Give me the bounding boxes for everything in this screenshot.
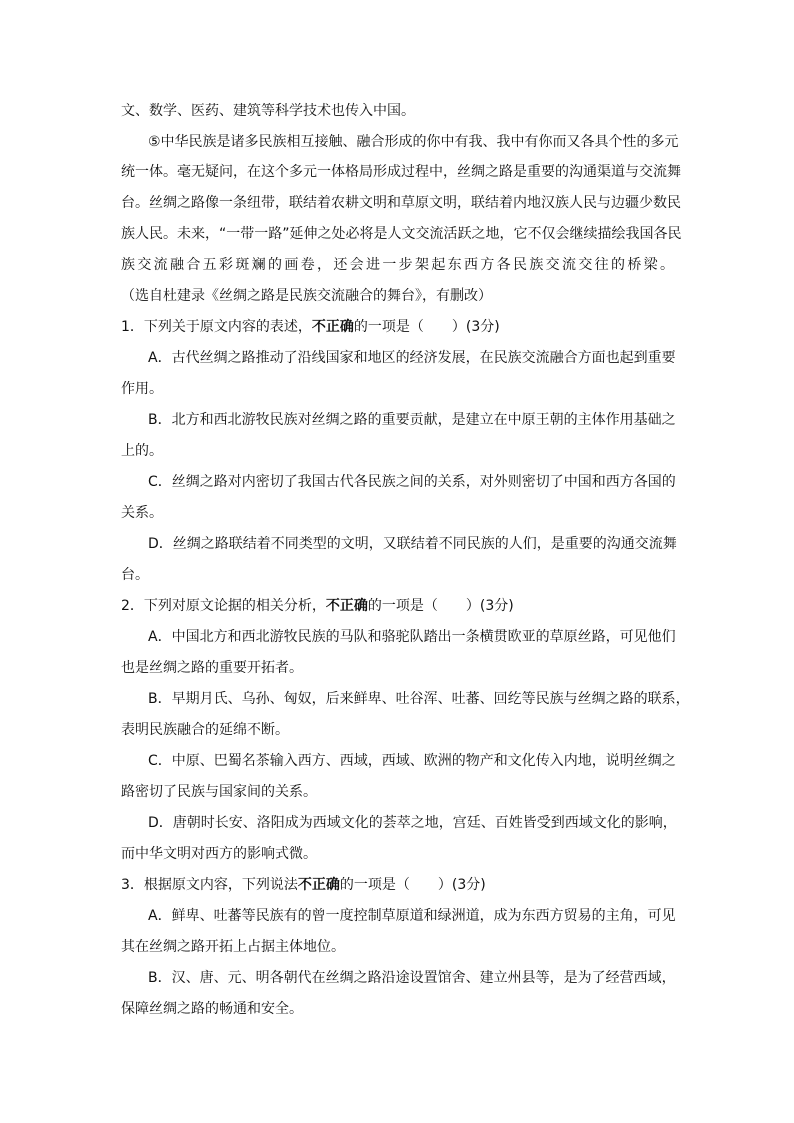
paragraph-5-line-2: 统一体。毫无疑问，在这个多元一体格局形成过程中，丝绸之路是重要的沟通渠道与交流舞 [121,164,681,180]
q3-option-a: A．鲜卑、吐蕃等民族有的曾一度控制草原道和绿洲道，成为东西方贸易的主角，可见 [148,908,676,924]
q1-option-d-cont: 台。 [121,567,149,583]
question-2-stem: 2．下列对原文论据的相关分析，不正确的一项是（ ）(3分) [121,598,514,614]
q1-option-b-cont: 上的。 [121,443,163,459]
paragraph-5-line-4: 族人民。未来，“一带一路”延伸之处必将是人文交流活跃之地，它不仅会继续描绘我国各民 [121,226,682,242]
q1-option-b: B．北方和西北游牧民族对丝绸之路的重要贡献，是建立在中原王朝的主体作用基础之 [148,412,676,428]
q3-option-a-cont: 其在丝绸之路开拓上占据主体地位。 [121,939,345,955]
q3-option-b-cont: 保障丝绸之路的畅通和安全。 [121,1001,303,1017]
source-citation: （选自杜建录《丝绸之路是民族交流融合的舞台》，有删改） [121,288,492,304]
paragraph-5-line-5: 族交流融合五彩斑斓的画卷，还会进一步架起东西方各民族交流交往的桥梁。 [121,257,674,273]
q2-option-c-cont: 路密切了民族与国家间的关系。 [121,784,317,800]
q1-option-a-cont: 作用。 [121,381,163,397]
paragraph-5-line-3: 台。丝绸之路像一条纽带，联结着农耕文明和草原文明，联结着内地汉族人民与边疆少数民 [121,195,681,211]
q2-option-b-cont: 表明民族融合的延绵不断。 [121,722,289,738]
q1-option-d: D．丝绸之路联结着不同类型的文明，又联结着不同民族的人们，是重要的沟通交流舞 [148,536,677,552]
q2-option-b: B．早期月氏、乌孙、匈奴，后来鲜卑、吐谷浑、吐蕃、回纥等民族与丝绸之路的联系， [148,691,690,707]
q1-option-a: A．古代丝绸之路推动了沿线国家和地区的经济发展，在民族交流融合方面也起到重要 [148,350,676,366]
q2-option-c: C．中原、巴蜀名茶输入西方、西域，西域、欧洲的物产和文化传入内地，说明丝绸之 [148,753,676,769]
q1-option-c-cont: 关系。 [121,505,163,521]
q1-option-c: C．丝绸之路对内密切了我国古代各民族之间的关系，对外则密切了中国和西方各国的 [148,474,676,490]
q3-option-b: B．汉、唐、元、明各朝代在丝绸之路沿途设置馆舍、建立州县等，是为了经营西域， [148,970,676,986]
q2-option-d: D．唐朝时长安、洛阳成为西域文化的荟萃之地，宫廷、百姓皆受到西域文化的影响， [148,815,677,831]
paragraph-5-line-1: ⑤中华民族是诸多民族相互接触、融合形成的你中有我、我中有你而又各具个性的多元 [148,134,679,150]
q2-option-a-cont: 也是丝绸之路的重要开拓者。 [121,660,303,676]
question-1-stem: 1．下列关于原文内容的表述，不正确的一项是（ ）(3分) [121,319,500,335]
q2-option-a: A．中国北方和西北游牧民族的马队和骆驼队踏出一条横贯欧亚的草原丝路，可见他们 [148,629,676,645]
continuation-line: 文、数学、医药、建筑等科学技术也传入中国。 [121,103,415,119]
q2-option-d-cont: 而中华文明对西方的影响式微。 [121,846,317,862]
question-3-stem: 3．根据原文内容，下列说法不正确的一项是（ ）(3分) [121,877,486,893]
